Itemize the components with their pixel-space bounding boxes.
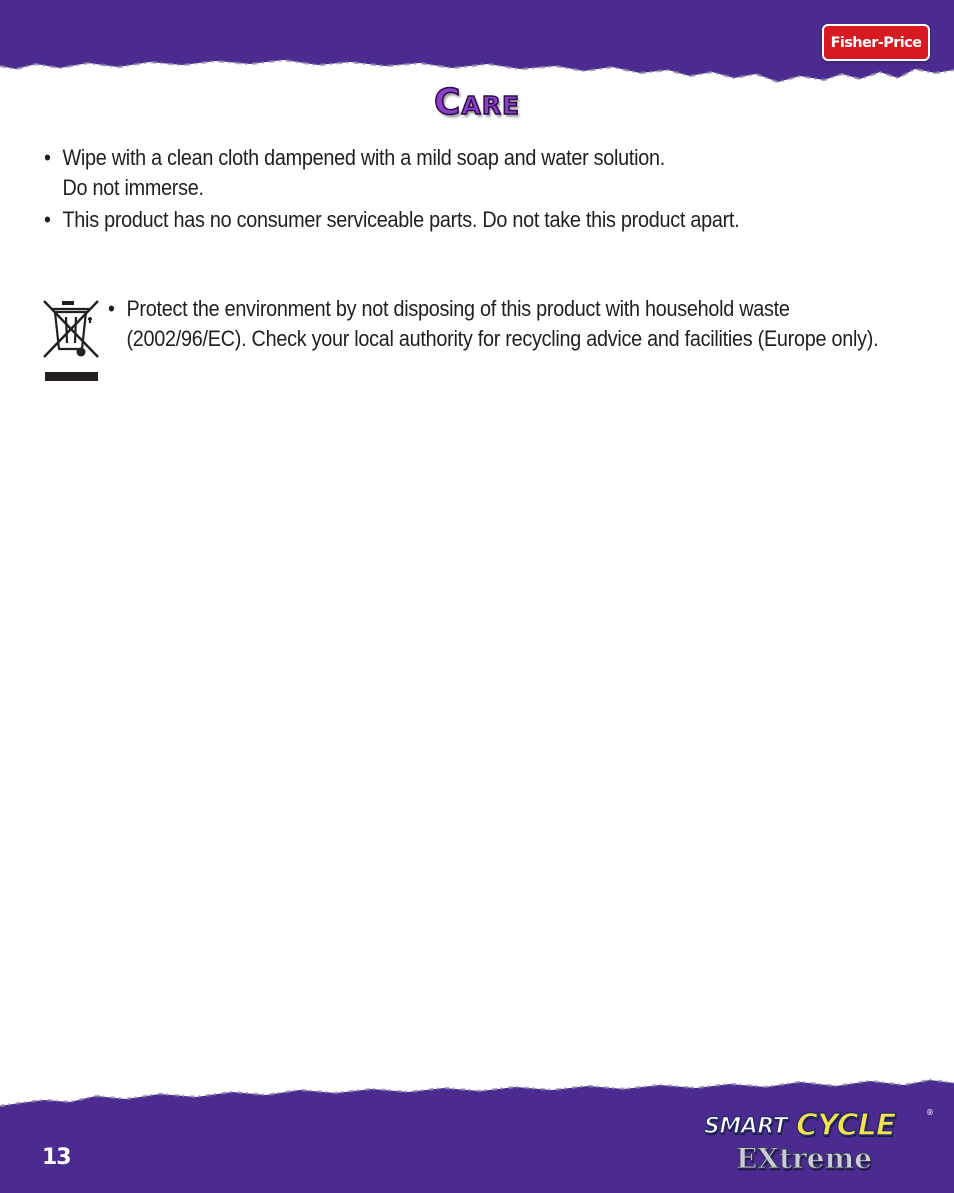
care-bullet-1-line2: Do not immerse. [62,175,204,200]
environment-text: • Protect the environment by not disposing of this product with household waste (2002/96/EC). Check your local authority for recycling advice and facilities (Europe only). [126,296,879,351]
logo-text-extreme: EXtreme [736,1142,873,1175]
page-number: 13 [42,1145,71,1170]
care-bullet-2-line1: This product has no consumer serviceable parts. Do not take this product apart. [62,207,740,232]
fisher-price-logo [822,24,930,61]
page-title: Care [433,82,521,123]
header-band [0,0,954,90]
registered-mark: ® [926,1108,934,1117]
logo-text-smart: SMART [704,1114,788,1139]
list-item [108,294,923,354]
crossed-out-wheelie-bin-icon [40,297,102,385]
smart-cycle-extreme-logo [700,1106,936,1178]
list-item [44,143,942,203]
header-band-shape [0,0,954,90]
care-list [44,143,924,235]
fisher-price-logo-text: Fisher-Price [830,34,922,51]
environment-list [108,294,954,354]
logo-text-cycle: CYCLE [796,1108,896,1143]
care-bullet-1-line1: Wipe with a clean cloth dampened with a mild soap and water solution. [62,145,666,170]
list-item [44,205,942,235]
